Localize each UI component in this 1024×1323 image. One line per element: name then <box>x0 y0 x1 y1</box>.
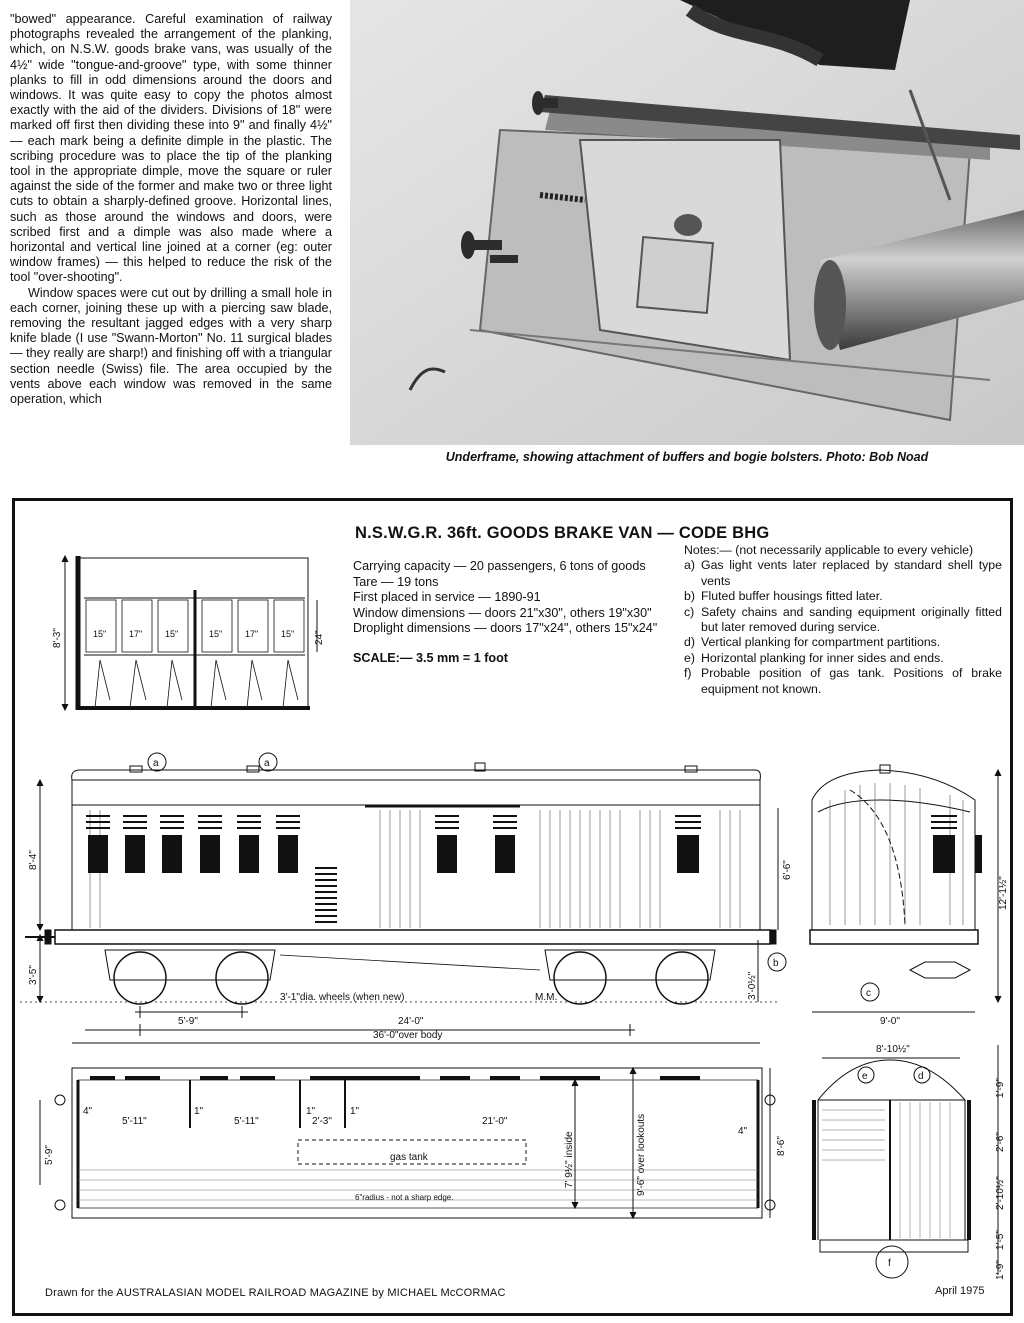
plan-title: N.S.W.G.R. 36ft. GOODS BRAKE VAN — CODE BHG <box>355 524 770 542</box>
note-text: Horizontal planking for inner sides and ends. <box>701 650 944 665</box>
dim-partition: 1" <box>306 1106 316 1117</box>
gas-tank-label: gas tank <box>390 1152 428 1163</box>
dim-bogie-plan: 5'-9" <box>44 1145 55 1165</box>
dim-bogie-centres: 24'-0" <box>398 1016 424 1027</box>
dim-section: 1'-9" <box>995 1078 1006 1098</box>
callout-b: b <box>773 958 779 969</box>
callout-a: a <box>264 758 270 769</box>
dim-compartment-height: 8'-3" <box>52 628 63 648</box>
dim-partition: 1" <box>194 1106 204 1117</box>
photo-caption: Underframe, showing attachment of buffers and bogie bolsters. Photo: Bob Noad <box>445 450 929 464</box>
dim-compartment-2: 5'-11" <box>234 1116 259 1127</box>
dim-passage: 2'-3" <box>312 1116 332 1127</box>
dim-end-height: 12'-1½" <box>998 876 1009 910</box>
callout-a: a <box>153 758 159 769</box>
spec-capacity: Carrying capacity — 20 passengers, 6 tons of goods <box>353 559 646 573</box>
dim-partition: 4" <box>83 1106 93 1117</box>
callout-d: d <box>918 1071 924 1082</box>
dim-inside: 7' 9½" inside <box>564 1131 575 1188</box>
dim-compartment-width: 17" <box>245 629 259 639</box>
note-text: Gas light vents later replaced by standard shell type vents <box>701 558 1002 588</box>
dim-body-height: 8'-4" <box>28 850 39 870</box>
dim-partition: 1" <box>350 1106 360 1117</box>
dim-bogie-wheelbase: 5'-9" <box>178 1016 198 1027</box>
dim-compartment-width: 15" <box>281 629 295 639</box>
dim-section-width: 8'-10½" <box>876 1044 910 1055</box>
dim-droplight: 24" <box>314 630 325 645</box>
dim-over-body: 36'-0"over body <box>373 1030 443 1041</box>
notes-heading: Notes:— (not necessarily applicable to every vehicle) <box>684 543 974 557</box>
section-view <box>814 1045 998 1278</box>
dim-section: 2'-10½" <box>995 1176 1006 1210</box>
callout-e: e <box>862 1071 868 1082</box>
note-label: b) <box>684 589 695 604</box>
dim-section: 2'-6" <box>995 1132 1006 1152</box>
note-text: Probable position of gas tank. Positions of brake equipment not known. <box>701 666 1002 696</box>
note-label: d) <box>684 635 695 650</box>
dim-over-lookouts: 9'-6" over lookouts <box>636 1113 647 1196</box>
callout-f: f <box>888 1258 891 1269</box>
note-label: c) <box>684 604 695 619</box>
dim-compartment-width: 15" <box>209 629 223 639</box>
dim-lower-height: 3'-5" <box>28 965 39 985</box>
dim-end-width: 9'-0" <box>880 1016 900 1027</box>
end-elevation <box>810 765 1001 1012</box>
drawing-credit: Drawn for the AUSTRALASIAN MODEL RAILROAD MAGAZINE by MICHAEL McCORMAC <box>45 1287 506 1299</box>
dim-door-height: 6'-6" <box>782 860 793 880</box>
scale-label: SCALE:— 3.5 mm = 1 foot <box>353 650 508 665</box>
article-paragraph: Window spaces were cut out by drilling a small hole in each corner, joining these up with a piercing saw blade, removing the resultant jagged edges with a very sharp knife blade (I use "Swann-Morton" No. 11 surgical blades — they really are sharp!) and finishing off with a triangular section needle (Swiss) file. The area occupied by the vents above each window was removed in the same operation, which <box>10 285 332 407</box>
radius-note: 6"radius - not a sharp edge. <box>355 1193 454 1202</box>
mm-label: M.M. <box>535 992 558 1003</box>
dim-buffer-height: 3'-0½" <box>747 971 758 1000</box>
note-text: Vertical planking for compartment partitions. <box>701 635 941 650</box>
spec-service: First placed in service — 1890-91 <box>353 590 541 604</box>
note-label: f) <box>684 666 692 681</box>
dim-section: 1'-5" <box>995 1230 1006 1250</box>
dim-compartment-width: 15" <box>93 629 107 639</box>
spec-droplight: Droplight dimensions — doors 17"x24", others 15"x24" <box>353 621 658 635</box>
note-label: e) <box>684 650 695 665</box>
dim-width: 8'-6" <box>776 1136 787 1156</box>
dim-end-gap: 4" <box>738 1126 748 1137</box>
wheel-note: 3'-1"dia. wheels (when new) <box>280 992 405 1003</box>
dim-section: 1'-9" <box>995 1260 1006 1280</box>
article-paragraph: "bowed" appearance. Careful examination of railway photographs revealed the arrangement of the planking, which, on N.S.W. goods brake vans, was usually of the 4½" wide "tongue-and-groove" type, with some thinner planks to fill in odd dimensions around the doors and windows. It was quite easy to copy the photos almost exactly with the aid of the dividers. Divisions of 18" were marked off first then dividing these into 9" and finally 4½" — each mark being a definite dimple in the plastic. The scribing procedure was to place the tip of the planking tool in the appropriate dimple, move the square or ruler against the side of the former and make two or three light cuts to obtain a sharply-defined groove. Horizontal lines, such as those around the windows and doors, were scribed first and a dimple was also made where a horizontal and vertical line joined at a corner (eg: outer window frames) — this helped to reduce the risk of the tool "over-shooting". <box>10 12 332 285</box>
note-label: a) <box>684 558 695 573</box>
dim-guard-compartment: 21'-0" <box>482 1116 508 1127</box>
dim-compartment-width: 15" <box>165 629 179 639</box>
dim-compartment-1: 5'-11" <box>122 1116 147 1127</box>
note-text: Safety chains and sanding equipment originally fitted but later removed during service. <box>701 604 1002 635</box>
drawing-date: April 1975 <box>935 1285 985 1297</box>
spec-window: Window dimensions — doors 21"x30", others 19"x30" <box>353 605 652 620</box>
note-text: Fluted buffer housings fitted later. <box>701 589 883 604</box>
callout-c: c <box>866 988 871 999</box>
spec-tare: Tare — 19 tons <box>353 574 439 589</box>
dim-compartment-width: 17" <box>129 629 143 639</box>
